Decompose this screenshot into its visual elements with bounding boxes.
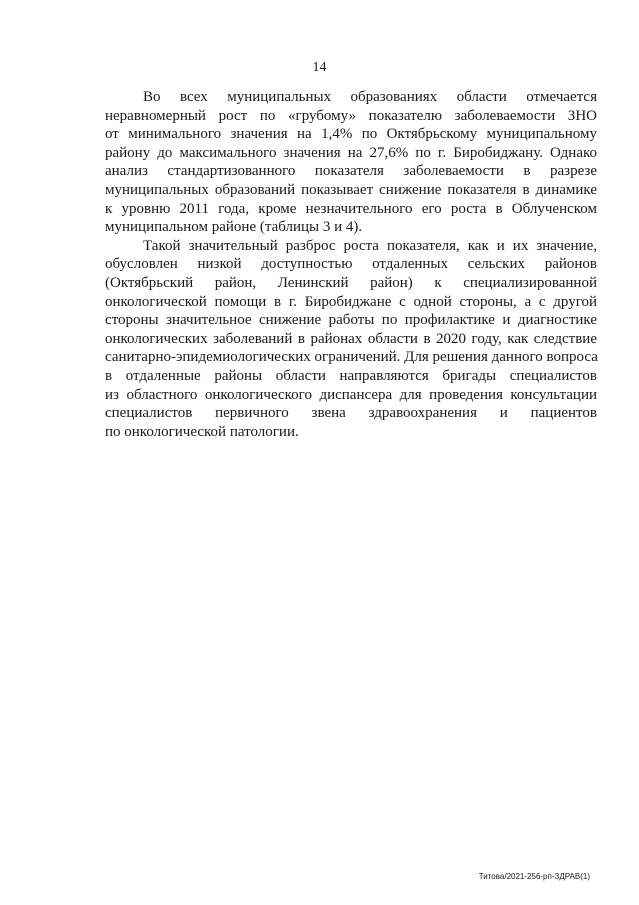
paragraph-2-line: санитарно-эпидемиологических ограничений. Для решения данного вопроса (105, 349, 598, 366)
paragraph-2-line: (Октябрьский район, Ленинский район) к специализированной (105, 274, 597, 291)
paragraph-2-line: в отдаленные районы области направляются бригады специалистов (105, 367, 597, 384)
paragraph-2-line: стороны значительное снижение работы по профилактике и диагностике (105, 312, 597, 329)
paragraph-1-line: анализ стандартизованного показателя заболеваемости в разрезе (105, 163, 597, 180)
paragraph-2-line: Такой значительный разброс роста показателя, как и их значение, (143, 237, 597, 254)
paragraph-2-line: специалистов первичного звена здравоохранения и пациентов (105, 405, 597, 422)
paragraph-2-line: онкологических заболеваний в районах области в 2020 году, как следствие (105, 330, 597, 347)
paragraph-2-line: онкологической помощи в г. Биробиджане с одной стороны, а с другой (105, 293, 597, 310)
paragraph-1-line: муниципальных образований показывает снижение показателя в динамике (105, 181, 597, 198)
paragraph-1-line: от минимального значения на 1,4% по Октябрьскому муниципальному (105, 126, 597, 143)
body-text (105, 88, 597, 441)
paragraph-2-line: из областного онкологического диспансера для проведения консультации (105, 386, 597, 403)
paragraph-2-line: обусловлен низкой доступностью отдаленных сельских районов (105, 256, 597, 273)
paragraph-1-line: неравномерный рост по «грубому» показателю заболеваемости ЗНО (105, 107, 597, 124)
paragraph-1-line: району до максимального значения на 27,6% по г. Биробиджану. Однако (105, 144, 597, 161)
paragraph-1-line: к уровню 2011 года, кроме незначительного его роста в Облученском (105, 200, 597, 217)
paragraph-2-line: по онкологической патологии. (105, 423, 299, 440)
paragraph-1-line: Во всех муниципальных образованиях области отмечается (143, 89, 597, 105)
page-number: 14 (312, 60, 327, 75)
paragraph-1-line: муниципальном районе (таблицы 3 и 4). (105, 219, 363, 236)
document-footer-code: Титова/2021-256-рп-ЗДРАВ(1) (478, 872, 590, 881)
